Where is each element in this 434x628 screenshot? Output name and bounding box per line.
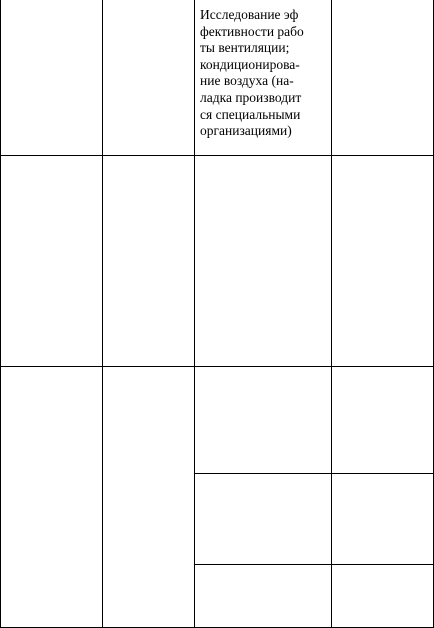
table-row-divider-2 [0, 366, 434, 367]
table-cell-work-description [200, 7, 330, 140]
table-column-divider-3 [331, 0, 332, 628]
table-row-divider-1 [0, 155, 434, 156]
table-column-divider-2 [194, 0, 195, 628]
cell-text-line: ние воздуха (на- [200, 73, 294, 89]
cell-text-line: ся специальными [200, 106, 301, 122]
cell-text-line: ты вентиляции; [200, 40, 290, 56]
cell-text-line: ладка производит [200, 89, 302, 105]
table-subrow-divider-1 [194, 473, 434, 474]
table-subrow-divider-2 [194, 564, 434, 565]
cell-text-line: фективности рабо [200, 23, 304, 39]
cell-text-line: организациями) [200, 123, 292, 139]
table-column-divider-1 [102, 0, 103, 628]
cell-text-line: кондиционирова- [200, 56, 300, 72]
cell-text-line: Исследование эф [200, 7, 299, 22]
table-border-left [0, 0, 1, 628]
